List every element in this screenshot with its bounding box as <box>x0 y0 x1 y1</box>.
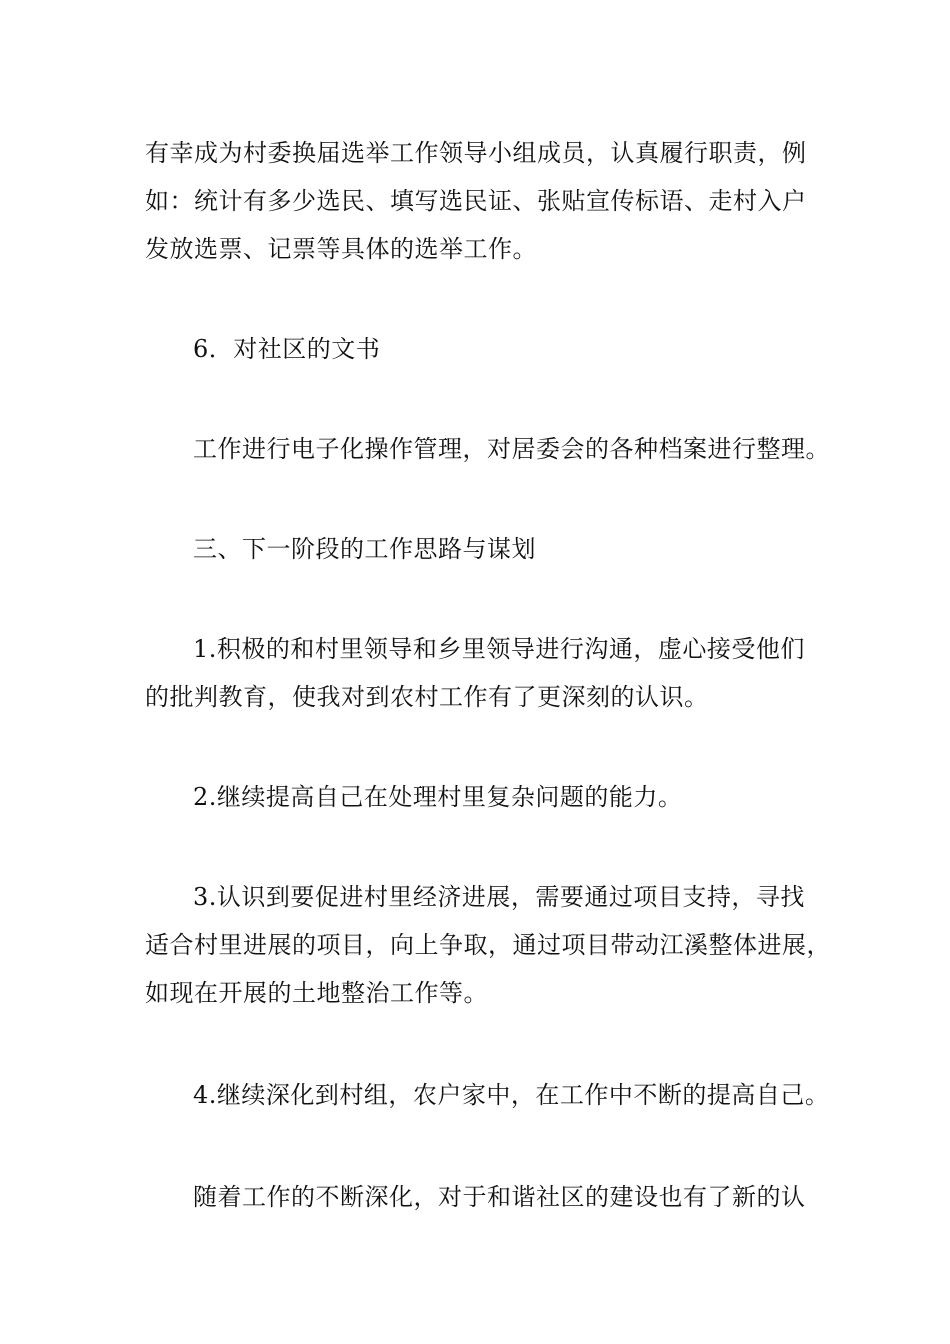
paragraph-line: 如：统计有多少选民、填写选民证、张贴宣传标语、走村入户 <box>145 187 807 215</box>
paragraph-line: 发放选票、记票等具体的选举工作。 <box>145 235 537 263</box>
list-item-line: 的批判教育，使我对到农村工作有了更深刻的认识。 <box>145 683 709 711</box>
list-item-line: 4.继续深化到村组，农户家中，在工作中不断的提高自己。 <box>193 1081 830 1109</box>
list-item-line: 3.认识到要促进村里经济进展，需要通过项目支持，寻找 <box>193 883 805 911</box>
list-item-line: 2.继续提高自己在处理村里复杂问题的能力。 <box>193 783 683 811</box>
list-item-line: 1.积极的和村里领导和乡里领导进行沟通，虚心接受他们 <box>193 635 805 663</box>
paragraph-line: 工作进行电子化操作管理，对居委会的各种档案进行整理。 <box>193 435 830 463</box>
paragraph-line: 有幸成为村委换届选举工作领导小组成员，认真履行职责，例 <box>145 139 807 167</box>
section-item-heading: 6．对社区的文书 <box>193 335 381 363</box>
list-item-line: 如现在开展的土地整治工作等。 <box>145 979 488 1007</box>
list-item-line: 适合村里进展的项目，向上争取，通过项目带动江溪整体进展， <box>145 931 831 959</box>
section-heading: 三、下一阶段的工作思路与谋划 <box>193 535 536 563</box>
paragraph-line: 随着工作的不断深化，对于和谐社区的建设也有了新的认 <box>193 1183 806 1211</box>
